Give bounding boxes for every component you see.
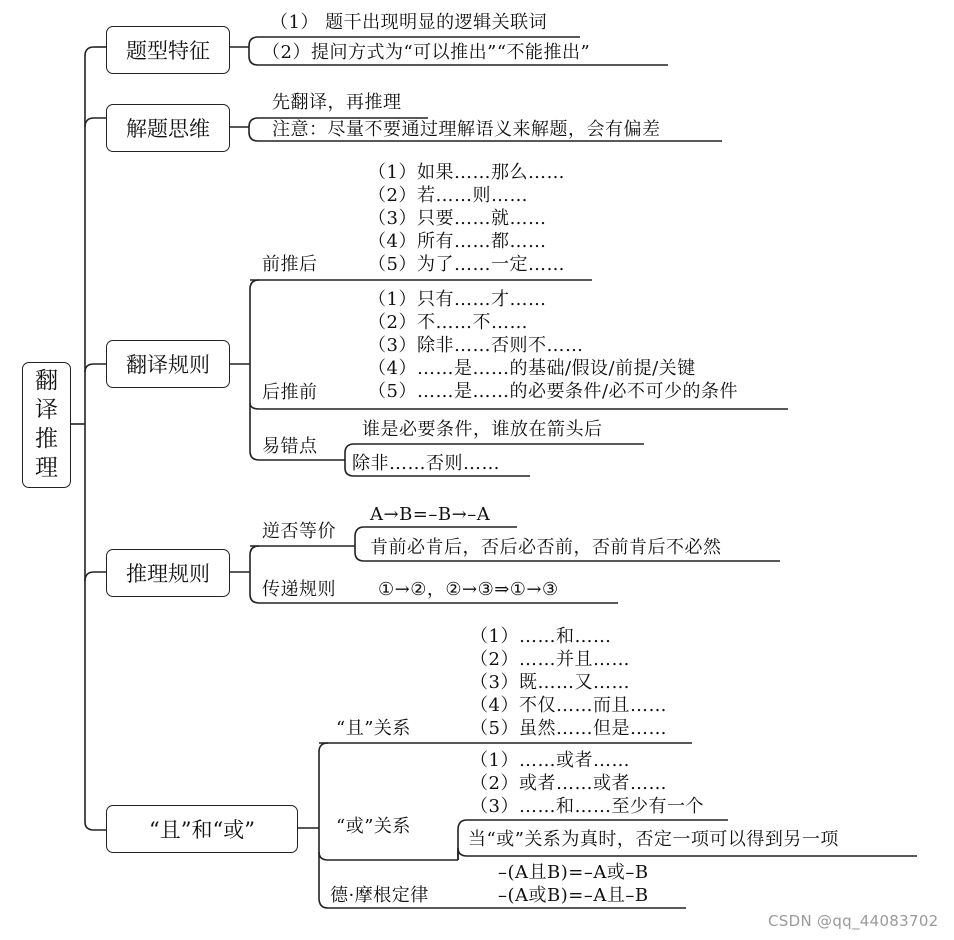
watermark: CSDN @qq_44083702 [768, 912, 939, 930]
backward-item: （3）除非……否则不…… [368, 335, 584, 356]
branch-feature-label: 题型特征 [126, 39, 210, 63]
backward-label: 后推前 [262, 382, 318, 403]
and-item: （4）不仅……而且…… [470, 695, 667, 716]
and-item: （3）既……又…… [470, 672, 630, 693]
or-item: （3）……和……至少有一个 [470, 796, 704, 817]
branch-inference-label: 推理规则 [126, 562, 210, 586]
branch-andor[interactable] [106, 805, 298, 853]
branch-translate-label: 翻译规则 [126, 353, 210, 377]
demorgan-label: 德·摩根定律 [330, 885, 429, 906]
feature-item-2: （2）提问方式为“可以推出”“不能推出” [262, 42, 591, 63]
root-char: 翻 [35, 368, 58, 394]
branch-inference[interactable] [106, 549, 230, 597]
pitfall-item-2: 除非……否则…… [352, 453, 500, 474]
root-char: 译 [35, 397, 58, 423]
forward-item: （1）如果……那么…… [368, 162, 565, 183]
and-label: “且”关系 [336, 718, 411, 739]
branch-thinking-label: 解题思维 [126, 117, 210, 141]
contrapositive-label: 逆否等价 [262, 521, 336, 542]
branch-feature[interactable] [106, 26, 230, 74]
forward-item: （3）只要……就…… [368, 208, 547, 229]
backward-item: （2）不……不…… [368, 312, 528, 333]
demorgan-formula-1: –(A且B)=–A或–B [498, 862, 649, 883]
transitive-label: 传递规则 [262, 579, 336, 600]
thinking-item-2: 注意：尽量不要通过理解语义来解题，会有偏差 [272, 119, 661, 140]
or-label: “或”关系 [336, 816, 411, 837]
forward-item: （2）若……则…… [368, 185, 528, 206]
forward-item: （4）所有……都…… [368, 231, 547, 252]
branch-translate[interactable] [106, 340, 230, 388]
forward-item: （5）为了……一定…… [368, 254, 565, 275]
contrapositive-rule: 肯前必肯后，否后必否前，否前肯后不必然 [370, 537, 722, 558]
transitive-formula: ①→②，②→③⇒①→③ [378, 579, 559, 600]
demorgan-formula-2: –(A或B)=–A且–B [498, 885, 649, 906]
backward-item: （1）只有……才…… [368, 289, 547, 310]
thinking-item-1: 先翻译，再推理 [272, 92, 402, 113]
backward-item: （5）……是……的必要条件/必不可少的条件 [368, 381, 739, 402]
root-node[interactable] [22, 362, 71, 488]
and-item: （1）……和…… [470, 626, 612, 647]
forward-label: 前推后 [262, 254, 318, 275]
root-char: 推 [35, 426, 58, 452]
pitfall-label: 易错点 [262, 436, 318, 457]
or-item: （1）……或者…… [470, 750, 630, 771]
feature-item-1: （1） 题干出现明显的逻辑关联词 [270, 12, 548, 33]
branch-andor-label: “且”和“或” [149, 818, 255, 842]
backward-item: （4）……是……的基础/假设/前提/关键 [368, 358, 696, 379]
or-item: （2）或者……或者…… [470, 773, 667, 794]
root-char: 理 [35, 455, 58, 481]
pitfall-item-1: 谁是必要条件，谁放在箭头后 [362, 419, 603, 440]
contrapositive-formula: A→B=–B→–A [370, 504, 491, 525]
branch-thinking[interactable] [106, 104, 230, 152]
and-item: （5）虽然……但是…… [470, 718, 667, 739]
or-rule: 当“或”关系为真时，否定一项可以得到另一项 [468, 829, 839, 850]
and-item: （2）……并且…… [470, 649, 630, 670]
